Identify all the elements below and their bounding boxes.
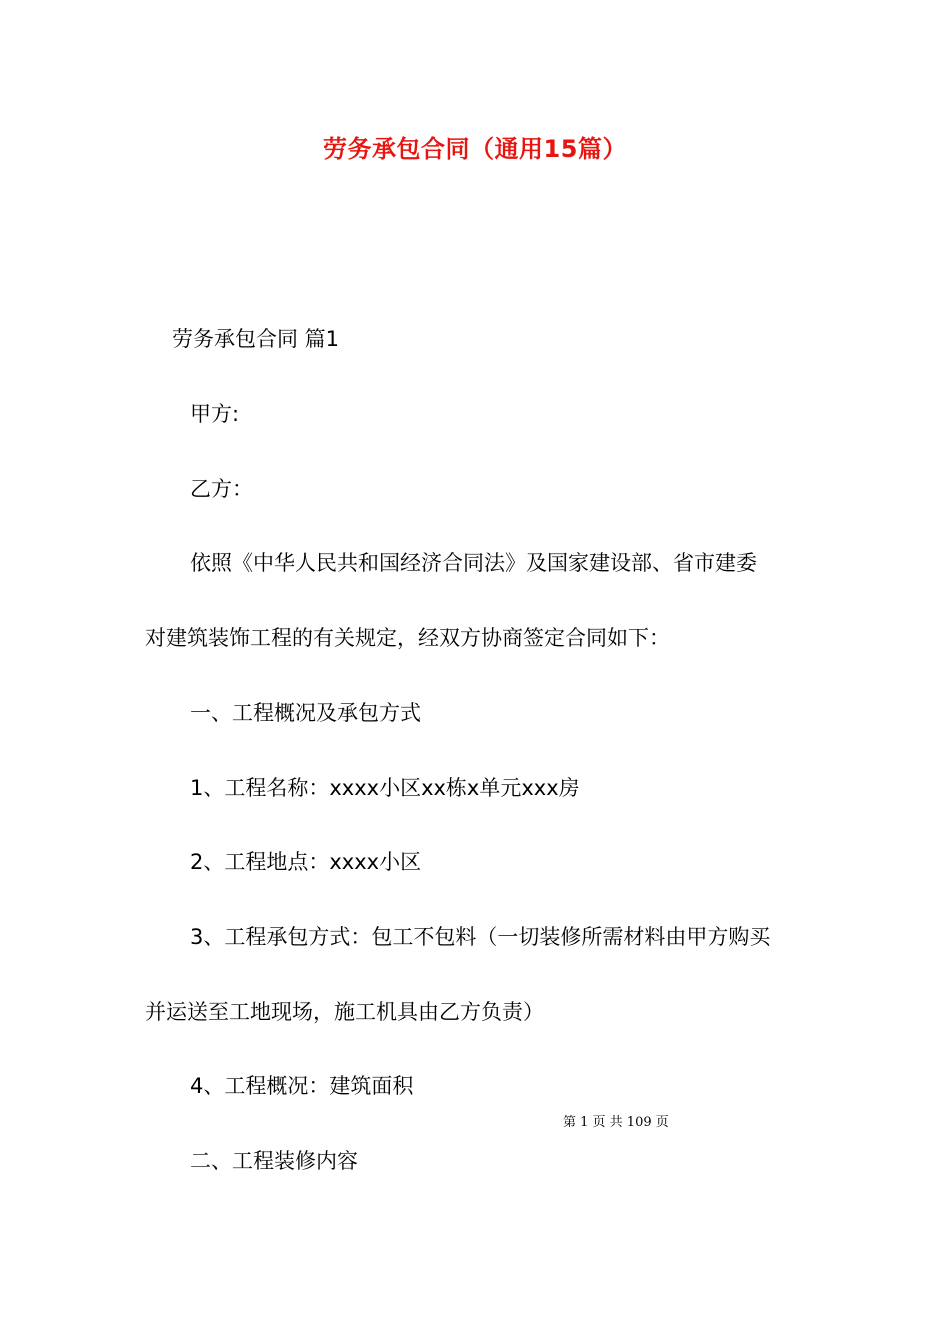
clause-heading: 一、工程概况及承包方式 <box>190 701 421 725</box>
clause-item-continued: 并运送至工地现场，施工机具由乙方负责） <box>145 1000 544 1024</box>
section-heading: 劳务承包合同 篇1 <box>172 327 340 351</box>
clause-item: 3、工程承包方式：包工不包料（一切装修所需材料由甲方购买 <box>190 925 771 949</box>
paragraph-line: 依照《中华人民共和国经济合同法》及国家建设部、省市建委 <box>190 551 757 575</box>
page-footer: 第 1 页 共 109 页 <box>563 1115 669 1130</box>
clause-item: 4、工程概况：建筑面积 <box>190 1074 414 1098</box>
document-title: 劳务承包合同（通用15篇） <box>323 135 627 163</box>
clause-heading: 二、工程装修内容 <box>190 1149 358 1173</box>
paragraph-line: 对建筑装饰工程的有关规定，经双方协商签定合同如下： <box>145 626 670 650</box>
party-a-line: 甲方: <box>190 402 240 426</box>
party-b-line: 乙方： <box>190 477 253 501</box>
clause-item: 1、工程名称：xxxx小区xx栋x单元xxx房 <box>190 776 580 800</box>
clause-item: 2、工程地点：xxxx小区 <box>190 850 422 874</box>
